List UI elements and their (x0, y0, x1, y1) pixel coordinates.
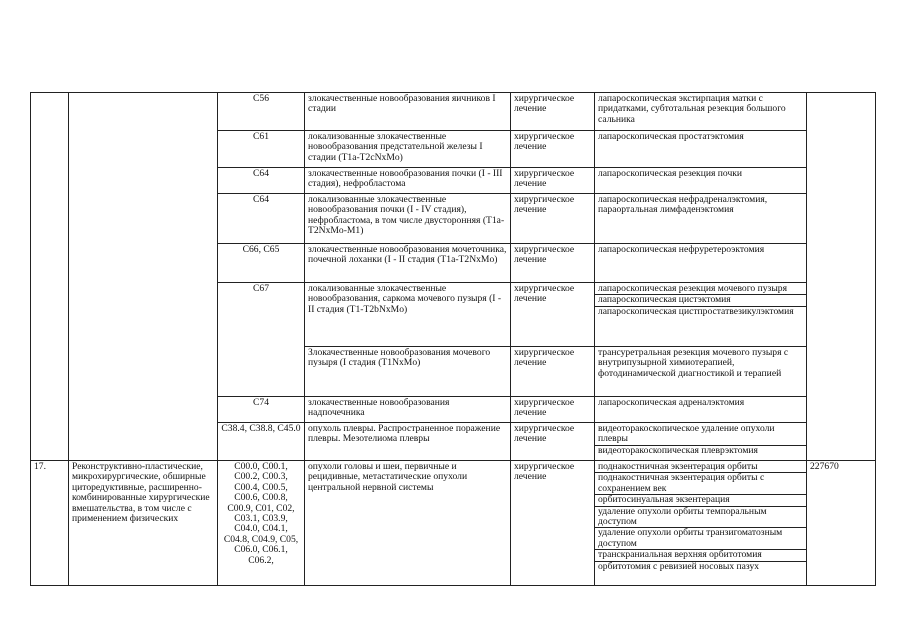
method-item: орбитотомия с ревизией носовых пазух (595, 561, 806, 572)
treatment-cell: хирургическое лечение (511, 244, 595, 283)
care-type-cell: Реконструктивно-пластические, микрохирургические, обширные циторедуктивные, расширенно-комбинированные хирургические вмешательства, в том числе с применением физических (69, 461, 218, 586)
method-cell (595, 347, 807, 397)
method-item: лапароскопическая простатэктомия (598, 131, 744, 142)
method-item: удаление опухоли орбиты транзигоматозным доступом (595, 527, 806, 549)
method-item: лапароскопическая цистэктомия (595, 294, 806, 305)
method-item: удаление опухоли орбиты темпоральным доступом (595, 506, 806, 528)
method-cell (595, 168, 807, 194)
diagnosis-cell: злокачественные новообразования почки (I - III стадия), нефробластома (305, 168, 511, 194)
icd-code-cell: C74 (218, 397, 305, 423)
diagnosis-cell: опухоль плевры. Распространенное поражение плевры. Мезотелиома плевры (305, 423, 511, 461)
method-item: лапароскопическая цистпростатвезикулэктомия (595, 306, 806, 317)
treatment-cell: хирургическое лечение (511, 93, 595, 131)
diagnosis-cell: локализованные злокачественные новообразования предстательной железы I стадии (T1a-T2cNxMo) (305, 131, 511, 168)
table-row-17 (31, 461, 876, 586)
method-item: лапароскопическая адреналэктомия (598, 397, 745, 408)
treatment-cell: хирургическое лечение (511, 461, 595, 586)
icd-code-cell: C38.4, C38.8, C45.0 (218, 423, 305, 461)
method-item: лапароскопическая нефрадреналэктомия, параортальная лимфаденэктомия (598, 194, 768, 216)
diagnosis-cell: злокачественные новообразования надпочечника (305, 397, 511, 423)
icd-code-cell: C56 (218, 93, 305, 131)
care-type-cell (69, 93, 218, 461)
method-item: лапароскопическая нефруретероэктомия (598, 244, 765, 255)
method-item: лапароскопическая резекция почки (598, 168, 743, 179)
icd-code-cell: C61 (218, 131, 305, 168)
method-cell (595, 131, 807, 168)
icd-code-cell: C66, C65 (218, 244, 305, 283)
method-item: лапароскопическая резекция мочевого пузыря (598, 283, 787, 294)
method-item: поднакостничная экзентерация орбиты с сохранением век (595, 472, 806, 494)
method-cell (595, 461, 807, 586)
treatment-cell: хирургическое лечение (511, 194, 595, 244)
cost-cell: 227670 (807, 461, 876, 586)
method-item: трансуретральная резекция мочевого пузыря с внутрипузырной химиотерапией, фотодинамической диагностикой и терапией (598, 347, 789, 379)
diagnosis-cell: локализованные злокачественные новообразования почки (I - IV стадия), нефробластома, в том числе двусторонняя (T1a-T2NxMo-M1) (305, 194, 511, 244)
medical-care-table (30, 92, 876, 586)
diagnosis-cell: опухоли головы и шеи, первичные и рецидивные, метастатические опухоли центральной нервной системы (305, 461, 511, 586)
treatment-cell: хирургическое лечение (511, 423, 595, 461)
method-cell (595, 397, 807, 423)
method-cell (595, 283, 807, 347)
treatment-cell: хирургическое лечение (511, 283, 595, 347)
method-cell (595, 423, 807, 461)
method-item: транскраниальная верхняя орбитотомия (595, 549, 806, 560)
diagnosis-cell: Злокачественные новообразования мочевого пузыря (I стадия (T1NxMo) (305, 347, 511, 397)
diagnosis-cell: локализованные злокачественные новообразования, саркома мочевого пузыря (I - II стадия (T1-T2bNxMo) (305, 283, 511, 347)
method-item: видеоторакоскопическая плеврэктомия (595, 445, 806, 456)
method-item: лапароскопическая экстирпация матки с придатками, субтотальная резекция большого сальника (598, 93, 786, 125)
method-item: орбитосинуальная экзентерация (595, 494, 806, 505)
treatment-cell: хирургическое лечение (511, 168, 595, 194)
method-cell (595, 194, 807, 244)
method-item: видеоторакоскопическое удаление опухоли плевры (598, 423, 775, 445)
treatment-cell: хирургическое лечение (511, 397, 595, 423)
method-cell (595, 93, 807, 131)
diagnosis-cell: злокачественные новообразования яичников I стадии (305, 93, 511, 131)
number-cell (31, 93, 69, 461)
method-cell (595, 244, 807, 283)
table-row (31, 93, 876, 131)
icd-code-cell: C67 (218, 283, 305, 397)
number-cell: 17. (31, 461, 69, 586)
treatment-cell: хирургическое лечение (511, 347, 595, 397)
diagnosis-cell: злокачественные новообразования мочеточника, почечной лоханки (I - II стадия (T1a-T2NxMo) (305, 244, 511, 283)
icd-code-cell: C64 (218, 194, 305, 244)
method-item: поднакостничная экзентерация орбиты (598, 461, 758, 472)
icd-code-cell: C64 (218, 168, 305, 194)
cost-cell (807, 93, 876, 461)
icd-code-cell: C00.0, C00.1, C00.2, C00.3, C00.4, C00.5, C00.6, C00.8, C00.9, C01, C02, C03.1, C03.9, C04.0, C04.1, C04.8, C04.9, C05, C06.0, C06.1, C06.2, (218, 461, 305, 586)
treatment-cell: хирургическое лечение (511, 131, 595, 168)
